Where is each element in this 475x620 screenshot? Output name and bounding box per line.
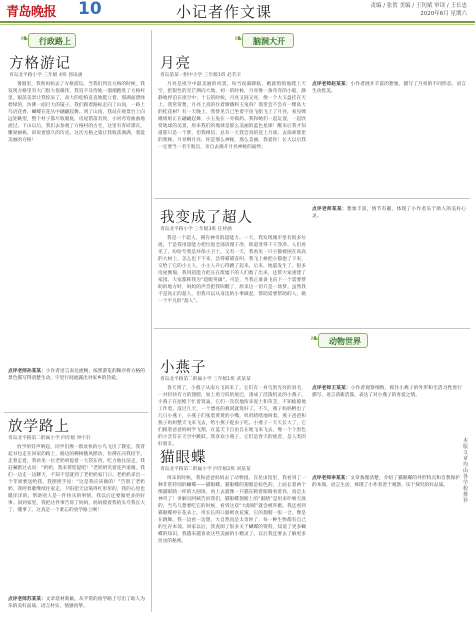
date-line: 2020年6月 星期六 (420, 11, 467, 17)
left-section-divider (4, 412, 148, 413)
comment-text: 文章条理清楚，介绍了猫眼蝶的外形特点和自我保护的本领，语言生动，体现了小作者善于观察、乐于探究的好品质。 (312, 476, 460, 488)
leaf-icon: ❧ (310, 332, 320, 345)
right-divider-2 (154, 328, 470, 329)
page-number: 10 (78, 0, 102, 19)
article-byline-chaoren: 青岛北平路小学 三年级3班 任梓涵 (160, 227, 232, 232)
article-body-fangjia: 放学的铃声响起，同学们像一群欢快的小鸟飞出了教室。我背起书包走在回家的路上，路边的柳树随风摆动，仿佛在向我招手。走着走着，我看见一位老奶奶提着一大袋东西，吃力地往前走。我赶紧跑过去说：“奶奶，我来帮您提吧！”老奶奶笑着连声道谢。我们一边走一边聊天，不知不觉就到了老奶奶家门口。老奶奶拿出一个苹果要送给我，我摆摆手说：“这是我应该做的！”告别了老奶奶，我哼着歌继续往家走，夕阳把天边染得红彤彤的，我的心里也暖洋洋的。帮助别人是一件快乐的事情，我以后还要做更多的好事。回到家里，我把这件事告诉了妈妈，妈妈摸着我的头夸我长大了、懂事了。这真是一个难忘的放学路上啊！ (8, 445, 145, 513)
comment-text: 小作者观察细致，抓住小燕子的外形和生活习性进行描写，语言清新活泼，表达了对小燕子的喜爱之情。 (312, 386, 462, 398)
comment-label: 点评老师苏某某： (8, 597, 46, 602)
teacher-comment-yueliang (312, 81, 466, 196)
article-title-yueliang: 月亮 (160, 56, 191, 72)
comment-text: 小作者展开丰富的想象，描写了月亮的不同形态，语言生动优美。 (312, 82, 466, 94)
teacher-comment-chaoren (312, 206, 466, 325)
editors-line: 责编 / 张贺 美编 / 王钊斌 审读 / 王长忠 (370, 3, 467, 9)
article-body-xiaoyanzi: 春天到了，小燕子从南方飞回来了。它们有一身乌黑光亮的羽毛，一对轻快有力的翅膀，加上剪刀似的尾巴，凑成了活泼机灵的小燕子。小燕子在屋檐下忙着筑巢，它们一次次地衔来泥土和草茎，不知疲倦地工作着。没过几天，一个漂亮的燕窝就筑好了。不久，燕子妈妈孵出了几只小燕子，小燕子们张着黄黄的小嘴，叽叽喳喳地叫着。燕子爸爸和燕子妈妈整天飞来飞去，给小燕子捉虫子吃。小燕子一天天长大了，它们跟着爸爸妈妈学飞翔，在蓝天下自由自在地飞来飞去，像一个个黑色的小音符在天空中跳跃。我喜欢小燕子，它们是春天的使者，是人类的好朋友。 (158, 386, 306, 447)
badge-label: 脑洞大开 (253, 37, 285, 46)
section-badge-naodong (234, 32, 294, 48)
badge-label: 动物世界 (329, 337, 361, 346)
column-divider (151, 30, 152, 612)
comment-text: 想象丰富，情节有趣，体现了小作者乐于助人的美好心灵。 (312, 207, 466, 219)
newspaper-logo: 青岛晚报 (6, 5, 57, 20)
comment-label: 点评老师赵某某： (312, 82, 351, 87)
article-body-fangge: 暑假里，我和妈妈去了方格游玩。当我们到达方格的时候，我发现方格里有大门很大很雄伟，我迫不及待地一溜烟跑进了方格村里。眼前美景让我惊呆了，高大的松柏直直地挺立着，那湖面碧绿碧绿的，仿佛一面巨大的镜子。我们跟着路标走向了山顶，一路上鸟语花香，蝴蝶在花丛中翩翩起舞。到了山顶，我站在观景台上向远处眺望，整个村子都尽收眼底，房屋错落有致，小河弯弯曲曲地流过。下山以后，我们去参观了方格村的古宅，这里有青砖黛瓦，雕梁画栋，诉说着悠久的历史。这次方格之旅让我收获满满，我爱美丽的方格！ (8, 82, 145, 143)
article-title-fangge: 方格游记 (9, 56, 71, 72)
comment-label: 点评老师李某某： (312, 476, 351, 481)
article-byline-yueliang: 青岛第某一附中小学 三年级1班 赵若辛 (160, 73, 242, 78)
comment-label: 点评老师王某某： (312, 386, 351, 391)
article-title-xiaoyanzi: 小燕子 (160, 360, 207, 376)
leaf-icon: ❧ (20, 32, 30, 45)
right-divider-1 (154, 198, 470, 199)
section-badge-xingzheng (20, 32, 76, 48)
section-badge-dongwu (310, 332, 368, 348)
teacher-comment-maoyandie (312, 475, 460, 615)
editor-info (370, 2, 467, 18)
article-body-yueliang-a: 月亮是夜空中最美丽的风景。每当夜幕降临，她就悄悄地爬上天空，把银色的光芒洒向大地。初一的时候，月亮像一条弯弯的小船，静静地停泊在夜空中；十五的时候，月亮又圆又亮，像一个大玉盘挂在天上。我常常想，月亮上真的住着嫦娥和玉兔吗？那里会不会有一棵高大的桂花树？有一天晚上，我梦见自己坐着宇宙飞船飞上了月亮，看见嫦娥姐姐正在翩翩起舞，小玉兔在一旁捣药。我和她们一起玩耍，一起欣赏地球的美景，原来我们的地球是那么美丽的蓝色星球！醒来后我才知道那只是一个梦，但我相信，总有一天我会真的登上月球，去探索那里的奥秘。月亮啊月亮，你是那么神秘，那么美丽，我爱你！长大以后我一定要当一名宇航员，亲自去揭开月亮神秘的面纱。 (158, 82, 306, 150)
comment-text: 文章选材新颖，从平常的放学路上写出了助人为乐的美好品质，语言朴实，情感真挚。 (8, 597, 145, 609)
teacher-comment-fangjia (8, 596, 145, 616)
sidebar-note: 本版文章均由各学校推荐 (463, 438, 469, 504)
comment-label: 点评老师孙某某： (8, 369, 46, 374)
article-title-chaoren: 我变成了超人 (160, 210, 253, 226)
article-title-maoyandie: 猫眼蝶 (160, 450, 207, 466)
article-body-chaoren: 我是一个超人，拥有神奇的超能力。一天，我发现城市里有很多垃圾，于是我用超能力把垃圾全部清理干净，街道变得干干净净。人们看见了，纷纷夸我是环保小卫士。又有一天，我看见一只小猫被困在高高的大树上，怎么也下不来，急得喵喵直叫。我飞上树把小猫抱了下来，交给了它的小主人，小主人开心得跳了起来。后来，地震发生了，很多房屋倒塌，我用超能力把压在废墟下的人们救了出来，还帮大家重建了家园。大家都称我为“超级英雄”。可是，当我正准备飞向下一个需要帮助的地方时，妈妈的声音把我叫醒了，原来这一切只是一场梦。虽然我不是真正的超人，但我可以从身边的小事做起，帮助需要帮助的人，做一个平凡的“超人”。 (158, 236, 306, 304)
teacher-comment-xiaoyanzi (312, 385, 462, 440)
badge-label: 行政路上 (39, 37, 71, 46)
article-title-fangjia: 放学路上 (8, 419, 70, 435)
article-byline-xiaoyanzi: 青岛北平路第二附属小学 三年级1班 武某某 (160, 377, 251, 382)
header-rule-thin (0, 24, 475, 25)
article-byline-maoyandie: 青岛北平路第二附属小学 四年级2班 刘某某 (160, 467, 251, 472)
article-body-maoyandie: 周末的时候，我和爸爸妈妈去了动物园。在昆虫馆里，我看到了一种非常特别的蝴蝶——猫眼蝶。猫眼蝶的翅膀是棕色的，上面长着两个像猫眼睛一样的大圆斑，看上去就像一只猫在瞪着眼睛看着你，真是太神奇了！讲解员阿姨告诉我们，猫眼蝶翅膀上的“眼睛”是用来吓唬天敌的，当鸟儿想要吃它的时候，看到这双“大眼睛”就会被吓跑。我还看到猫眼蝶停在花朵上，用长长的口器吸食花蜜，它的翅膀一张一合，像是在跳舞。我一边看一边想，大自然真是太奇妙了，每一种生物都有自己的生存本领。回家以后，我查阅了很多关于蝴蝶的资料，知道了更多蝴蝶的知识，我越来越喜欢这些美丽的小精灵了。以后我还要去了解更多昆虫的秘密。 (158, 476, 306, 544)
section-title: 小记者作文课 (176, 3, 273, 21)
article-byline-fangge: 青岛北平路小学 三年级 4班 郭雨涵 (9, 73, 83, 78)
page-header (0, 0, 475, 24)
comment-label: 点评老师某某： (312, 207, 347, 212)
teacher-comment-fangge (8, 368, 145, 406)
header-rule (0, 21, 475, 23)
leaf-icon: ❧ (234, 32, 244, 45)
article-byline-fangjia: 青岛北平路第二附属小学 四年级 钟宇轩 (8, 436, 91, 441)
comment-text: 小作者语言表达流畅，按照游览的顺序将方格的景色描写得清楚生动，字里行间流露出对家乡的热爱。 (8, 369, 145, 381)
